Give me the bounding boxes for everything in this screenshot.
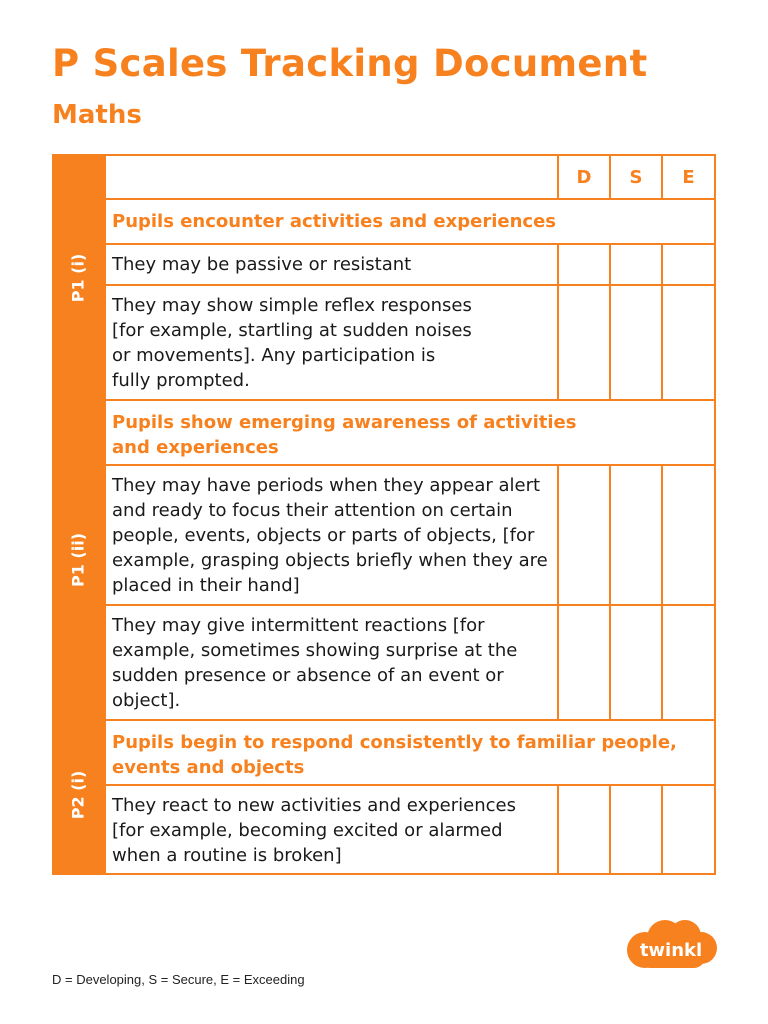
d-checkbox-cell[interactable] (559, 466, 611, 606)
s-checkbox-cell[interactable] (611, 286, 663, 401)
column-header-s: S (611, 154, 663, 200)
s-checkbox-cell[interactable] (611, 606, 663, 721)
e-checkbox-cell[interactable] (663, 786, 716, 875)
s-checkbox-cell[interactable] (611, 466, 663, 606)
statement-cell: They may show simple reflex responses [for example, startling at sudden noises or movements]. Any participation is fully prompted. (104, 286, 559, 401)
section-heading: Pupils encounter activities and experiences (104, 200, 716, 245)
s-checkbox-cell[interactable] (611, 786, 663, 875)
page-subtitle: Maths (52, 100, 142, 130)
section-heading: Pupils show emerging awareness of activities and experiences (104, 401, 716, 466)
tracking-table (52, 154, 716, 875)
statement-cell: They react to new activities and experiences [for example, becoming excited or alarmed when a routine is broken] (104, 786, 559, 875)
e-checkbox-cell[interactable] (663, 466, 716, 606)
column-header-e: E (663, 154, 716, 200)
level-label: P1 (i) (68, 253, 88, 303)
section-heading: Pupils begin to respond consistently to familiar people, events and objects (104, 721, 716, 786)
e-checkbox-cell[interactable] (663, 286, 716, 401)
page-title: P Scales Tracking Document (52, 42, 648, 85)
d-checkbox-cell[interactable] (559, 245, 611, 286)
statement-cell: They may have periods when they appear alert and ready to focus their attention on certain people, events, objects or parts of objects, [for example, grasping objects briefly when they are placed in their hand] (104, 466, 559, 606)
s-checkbox-cell[interactable] (611, 245, 663, 286)
column-header-d: D (559, 154, 611, 200)
header-blank-cell (104, 154, 559, 200)
statement-cell: They may be passive or resistant (104, 245, 559, 286)
level-sidebar (52, 154, 104, 875)
d-checkbox-cell[interactable] (559, 786, 611, 875)
key-footnote: D = Developing, S = Secure, E = Exceeding (52, 972, 305, 987)
statement-cell: They may give intermittent reactions [for example, sometimes showing surprise at the sudden presence or absence of an event or object]. (104, 606, 559, 721)
level-label: P1 (ii) (68, 532, 88, 588)
logo-text: twinkl (639, 940, 703, 961)
e-checkbox-cell[interactable] (663, 606, 716, 721)
e-checkbox-cell[interactable] (663, 245, 716, 286)
d-checkbox-cell[interactable] (559, 286, 611, 401)
twinkl-logo (623, 918, 719, 974)
d-checkbox-cell[interactable] (559, 606, 611, 721)
level-label: P2 (i) (68, 770, 88, 820)
